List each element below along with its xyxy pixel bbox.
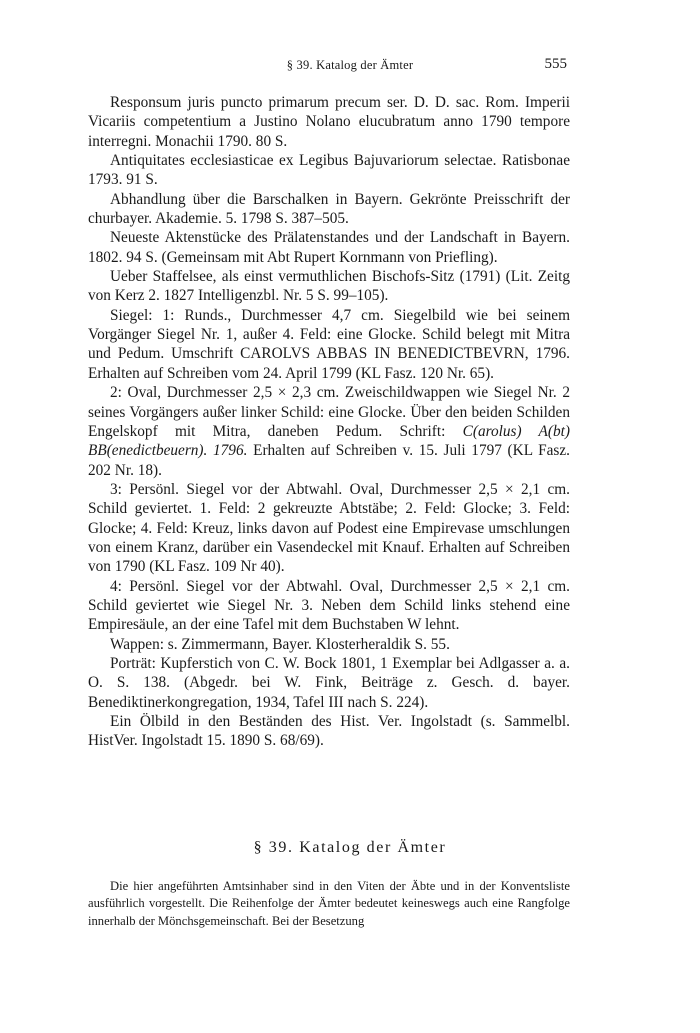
paragraph-siegel-2 xyxy=(88,383,570,480)
running-head xyxy=(0,58,700,78)
main-text xyxy=(88,93,570,751)
paragraph-staffelsee: Ueber Staffelsee, als einst vermuthlichen Bischofs-Sitz (1791) (Lit. Zeitg von Kerz 2. 1827 Intelligenzbl. Nr. 5 S. 99–105). xyxy=(88,268,570,305)
paragraph-portraet: Porträt: Kupferstich von C. W. Bock 1801, 1 Exemplar bei Adlgasser a. a. O. S. 138. (Abgedr. bei W. Fink, Beiträge z. Gesch. d. bayer. Benediktinerkongregation, 1934, Tafel III nach S. 224). xyxy=(88,654,570,711)
paragraph-siegel-1: Siegel: 1: Runds., Durchmesser 4,7 cm. Siegelbild wie bei seinem Vorgänger Siegel Nr. 1, außer 4. Feld: eine Glocke. Schild belegt mit Mitra und Pedum. Umschrift CAROLVS ABBAS IN BENEDICTBEVRN, 1796. Erhalten auf Schreiben vom 24. April 1799 (KL Fasz. 120 Nr. 65). xyxy=(88,306,570,382)
running-title: § 39. Katalog der Ämter xyxy=(286,58,414,72)
paragraph-responsum: Responsum juris puncto primarum precum ser. D. D. sac. Rom. Imperii Vicariis competentium a Justino Nolano elucubratum anno 1790 tempore interregni. Monachii 1790. 80 S. xyxy=(88,94,570,150)
seal2-inscription: C(arolus) A(bt) BB(enedictbeuern). 1796. xyxy=(88,422,570,460)
paragraph-siegel-4: 4: Persönl. Siegel vor der Abtwahl. Oval, Durchmesser 2,5 × 2,1 cm. Schild geviertet wie Siegel Nr. 3. Neben dem Schild links stehend eine Empiresäule, an der eine Tafel mit dem Buchstaben W lehnt. xyxy=(88,577,570,634)
intro-paragraph: Die hier angeführten Amtsinhaber sind in den Viten der Äbte und in der Konventsliste ausführlich vorgestellt. Die Reihenfolge der Ämter bedeutet keineswegs auch eine Rangfolge innerhalb der Mönchsgemeinschaft. Bei der Besetzung xyxy=(88,879,570,928)
section-intro xyxy=(88,878,570,930)
paragraph-barschalken: Abhandlung über die Barschalken in Bayern. Gekrönte Preisschrift der churbayer. Akademie. 5. 1798 S. 387–505. xyxy=(88,190,570,228)
page-number: 555 xyxy=(544,56,567,72)
paragraph-wappen: Wappen: s. Zimmermann, Bayer. Klosterheraldik S. 55. xyxy=(110,635,450,653)
paragraph-oelbild: Ein Ölbild in den Beständen des Hist. Ver. Ingolstadt (s. Sammelbl. HistVer. Ingolstadt 15. 1890 S. 68/69). xyxy=(88,713,570,750)
paragraph-antiquitates: Antiquitates ecclesiasticae ex Legibus Bajuvariorum selectae. Ratisbonae 1793. 91 S. xyxy=(88,152,570,189)
seal2-text-after: Erhalten auf Schreiben v. 15. Juli 1797 (KL Fasz. 202 Nr. 18). xyxy=(88,442,570,479)
section-title: § 39. Katalog der Ämter xyxy=(253,839,447,856)
paragraph-siegel-3: 3: Persönl. Siegel vor der Abtwahl. Oval, Durchmesser 2,5 × 2,1 cm. Schild geviertet. 1. Feld: 2 gekreuzte Abtstäbe; 2. Feld: Glocke; 3. Feld: Glocke; 4. Feld: Kreuz, links davon auf Podest eine Empirevase umschlungen von einem Kranz, darüber ein Vasendeckel mit Knauf. Erhalten auf Schreiben von 1790 (KL Fasz. 109 Nr 40). xyxy=(88,480,570,576)
seal2-text-before: 2: Oval, Durchmesser 2,5 × 2,3 cm. Zweischildwappen wie Siegel Nr. 2 seines Vorgängers außer linker Schild: eine Glocke. Über den beiden Schilden Engelskopf mit Mitra, daneben Pedum. Schrift: xyxy=(88,384,570,440)
paragraph-aktenstuecke: Neueste Aktenstücke des Prälatenstandes und der Landschaft in Bayern. 1802. 94 S. (Gemeinsam mit Abt Rupert Kornmann von Priefling). xyxy=(88,229,570,266)
